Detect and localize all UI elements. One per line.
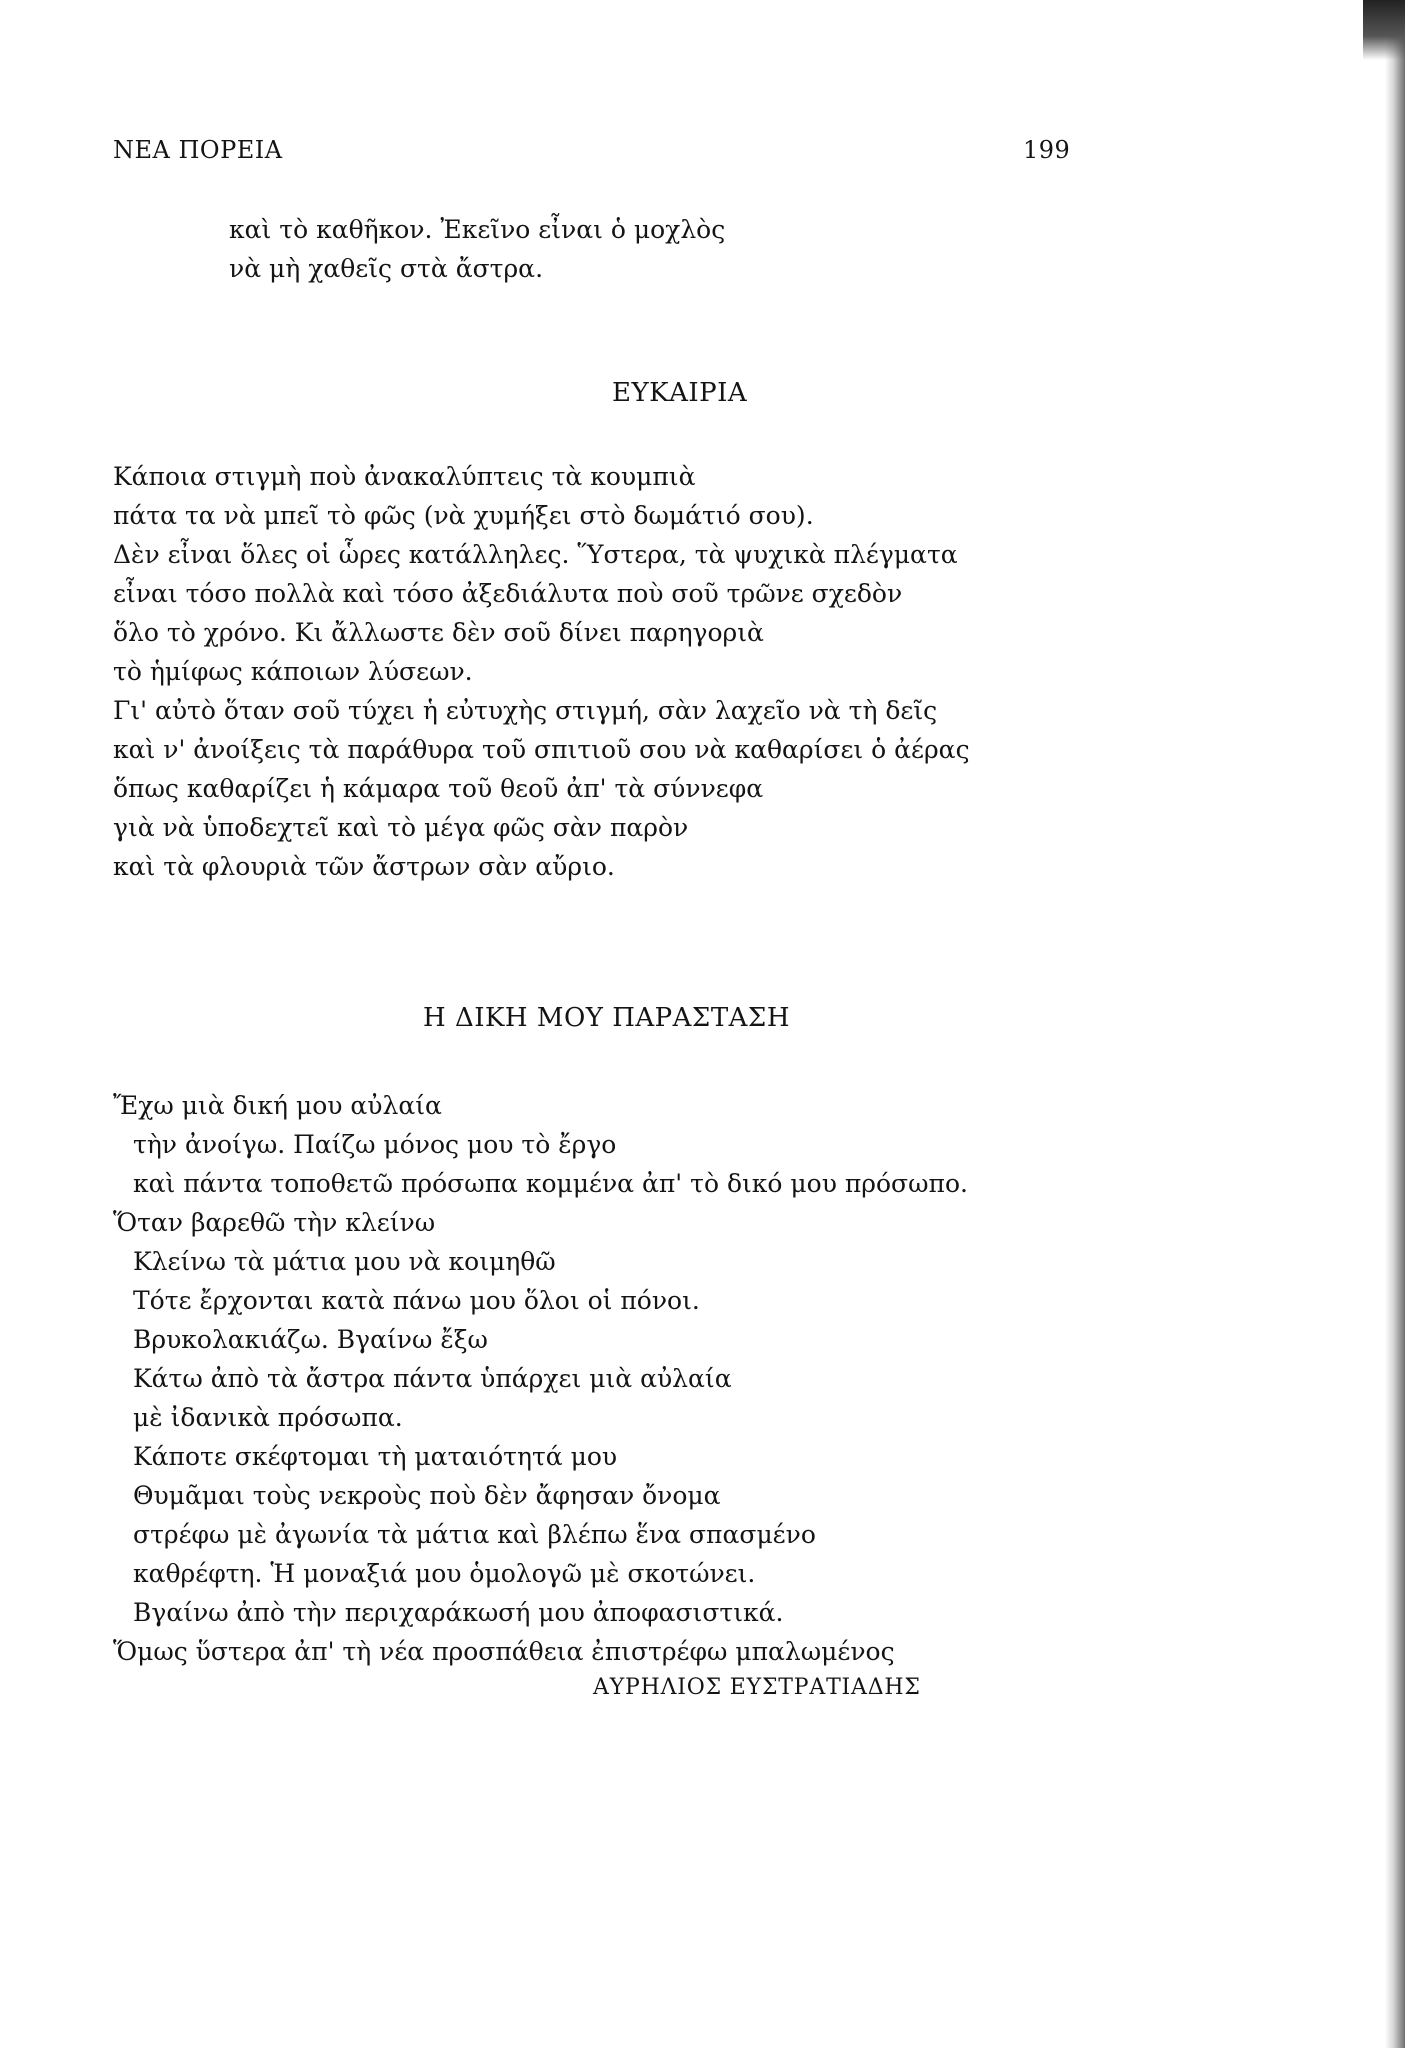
verse-line: ὅλο τὸ χρόνο. Κι ἄλλωστε δὲν σοῦ δίνει παρηγοριὰ [113, 618, 764, 647]
verse-line: γιὰ νὰ ὑποδεχτεῖ καὶ τὸ μέγα φῶς σὰν παρὸν [113, 813, 689, 842]
running-head-title: ΝΕΑ ΠΟΡΕΙΑ [113, 136, 283, 164]
verse-line: Τότε ἔρχονται κατὰ πάνω μου ὅλοι οἱ πόνοι. [133, 1286, 700, 1315]
verse-line: μὲ ἰδανικὰ πρόσωπα. [133, 1403, 403, 1432]
verse-line: Γι' αὐτὸ ὅταν σοῦ τύχει ἡ εὐτυχὴς στιγμή, σὰν λαχεῖο νὰ τὴ δεῖς [113, 696, 938, 725]
verse-line: Ἔχω μιὰ δική μου αὐλαία [113, 1091, 442, 1120]
verse-line: τὸ ἡμίφως κάποιων λύσεων. [113, 657, 473, 686]
verse-line: εἶναι τόσο πολλὰ καὶ τόσο ἀξεδιάλυτα ποὺ σοῦ τρῶνε σχεδὸν [113, 579, 903, 608]
verse-line: Ὅταν βαρεθῶ τὴν κλείνω [113, 1208, 436, 1237]
verse-line: καθρέφτη. Ἡ μοναξιά μου ὁμολογῶ μὲ σκοτώνει. [133, 1559, 756, 1588]
page-edge-shadow [1385, 0, 1405, 2048]
verse-line: καὶ τὰ φλουριὰ τῶν ἄστρων σὰν αὔριο. [113, 852, 615, 881]
verse-line: καὶ τὸ καθῆκον. Ἐκεῖνο εἶναι ὁ μοχλὸς [229, 215, 726, 244]
opening-stanza [229, 210, 725, 288]
verse-line: καὶ ν' ἀνοίξεις τὰ παράθυρα τοῦ σπιτιοῦ σου νὰ καθαρίσει ὁ ἀέρας [113, 735, 970, 764]
verse-line: στρέφω μὲ ἀγωνία τὰ μάτια καὶ βλέπω ἕνα σπασμένο [133, 1520, 816, 1549]
poem-body-diki-mou-parastasi [113, 1086, 968, 1671]
poem-body-eukairia [113, 457, 970, 886]
verse-line: Βγαίνω ἀπὸ τὴν περιχαράκωσή μου ἀποφασιστικά. [133, 1598, 784, 1627]
verse-line: Ὅμως ὕστερα ἀπ' τὴ νέα προσπάθεια ἐπιστρέφω μπαλωμένος [113, 1637, 895, 1666]
verse-line: Κάποια στιγμὴ ποὺ ἀνακαλύπτεις τὰ κουμπιὰ [113, 462, 696, 491]
verse-line: Θυμᾶμαι τοὺς νεκροὺς ποὺ δὲν ἄφησαν ὄνομα [133, 1481, 721, 1510]
verse-line: ὅπως καθαρίζει ἡ κάμαρα τοῦ θεοῦ ἀπ' τὰ σύννεφα [113, 774, 764, 803]
verse-line: Κάτω ἀπὸ τὰ ἄστρα πάντα ὑπάρχει μιὰ αὐλαία [133, 1364, 732, 1393]
verse-line: νὰ μὴ χαθεῖς στὰ ἄστρα. [229, 254, 544, 283]
verse-line: πάτα τα νὰ μπεῖ τὸ φῶς (νὰ χυμήξει στὸ δωμάτιό σου). [113, 501, 814, 530]
verse-line: Κάποτε σκέφτομαι τὴ ματαιότητά μου [133, 1442, 618, 1471]
verse-line: Κλείνω τὰ μάτια μου νὰ κοιμηθῶ [133, 1247, 556, 1276]
verse-line: Βρυκολακιάζω. Βγαίνω ἔξω [133, 1325, 488, 1354]
verse-line: τὴν ἀνοίγω. Παίζω μόνος μου τὸ ἔργο [133, 1130, 617, 1159]
poem-title-diki-mou-parastasi: Η ΔΙΚΗ ΜΟΥ ΠΑΡΑΣΤΑΣΗ [423, 1003, 790, 1033]
page-corner-shadow [1363, 0, 1405, 60]
page-number: 199 [1023, 136, 1071, 164]
verse-line: Δὲν εἶναι ὅλες οἱ ὧρες κατάλληλες. Ὕστερα, τὰ ψυχικὰ πλέγματα [113, 540, 958, 569]
poem-title-eukairia: ΕΥΚΑΙΡΙΑ [612, 378, 748, 408]
author-signature: ΑΥΡΗΛΙΟΣ ΕΥΣΤΡΑΤΙΑΔΗΣ [593, 1675, 921, 1700]
verse-line: καὶ πάντα τοποθετῶ πρόσωπα κομμένα ἀπ' τὸ δικό μου πρόσωπο. [133, 1169, 968, 1198]
